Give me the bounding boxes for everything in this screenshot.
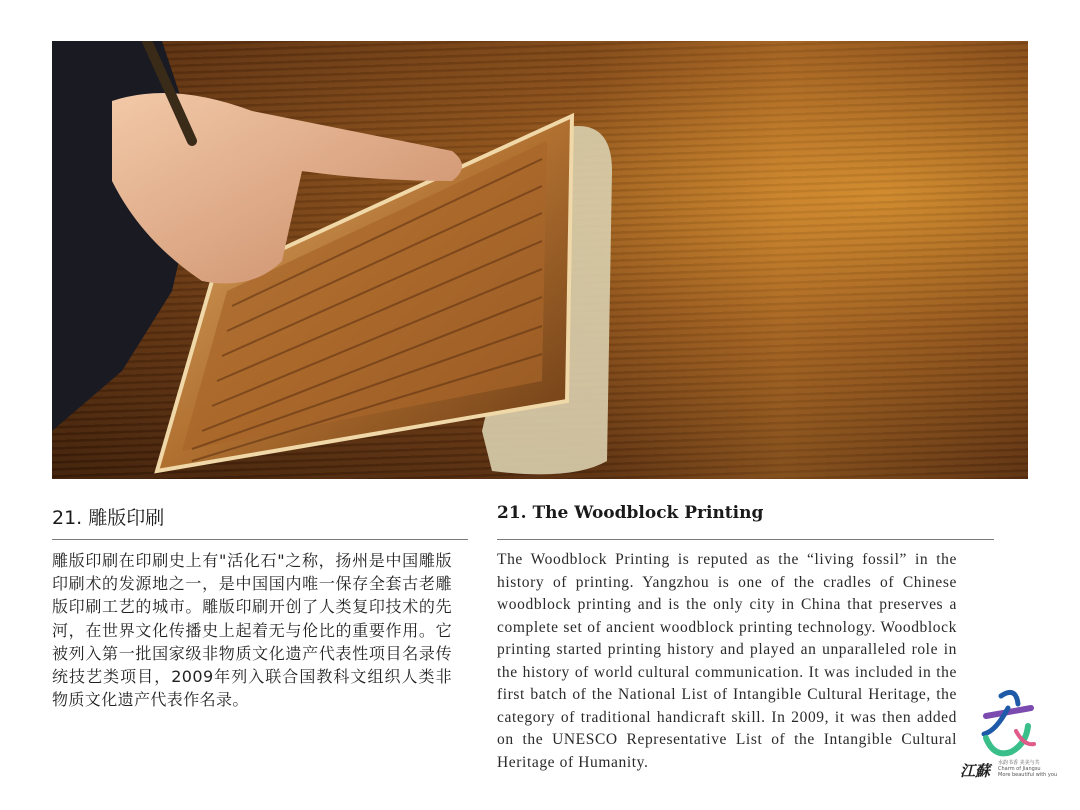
logo-tagline-en: Charm of Jiangsu bbox=[998, 766, 1041, 772]
english-body: The Woodblock Printing is reputed as the “living fossil” in the history of printing. Yangzhou is one of the cradles of Chinese woodblock printing and is the only city in China that preserves a complete set of ancient woodblock printing technology. Woodblock printing started printing history and played an unparalleled role in the history of world cultural communication. It was included in the first batch of the National List of Intangible Cultural Heritage, the category of traditional handicraft skill. In 2009, it was then added on the UNESCO Representative List of the Intangible Cultural Heritage of Humanity. bbox=[497, 551, 957, 771]
woodblock-printing-photo bbox=[52, 41, 1028, 479]
english-divider bbox=[497, 539, 994, 540]
logo-chinese-text: 江蘇 bbox=[960, 762, 991, 780]
logo-tagline bbox=[998, 760, 1068, 778]
chinese-divider bbox=[52, 539, 468, 540]
logo-tagline-cn: 水韵书香 美美与共 bbox=[998, 760, 1040, 766]
photo-illustration bbox=[52, 41, 1028, 479]
chinese-title: 21. 雕版印刷 bbox=[52, 507, 165, 529]
chinese-body: 雕版印刷在印刷史上有"活化石"之称，扬州是中国雕版印刷术的发源地之一，是中国国内唯一保存全套古老雕版印刷工艺的城市。雕版印刷开创了人类复印技术的先河，在世界文化传播史上起着无与伦比的重要作用。它被列入第一批国家级非物质文化遗产代表性项目名录传统技艺类项目，2009年列入联合国教科文组织人类非物质文化遗产代表作名录。 bbox=[52, 551, 452, 710]
logo-tagline-en2: More beautiful with you bbox=[998, 772, 1058, 778]
english-title: 21. The Woodblock Printing bbox=[497, 503, 764, 523]
